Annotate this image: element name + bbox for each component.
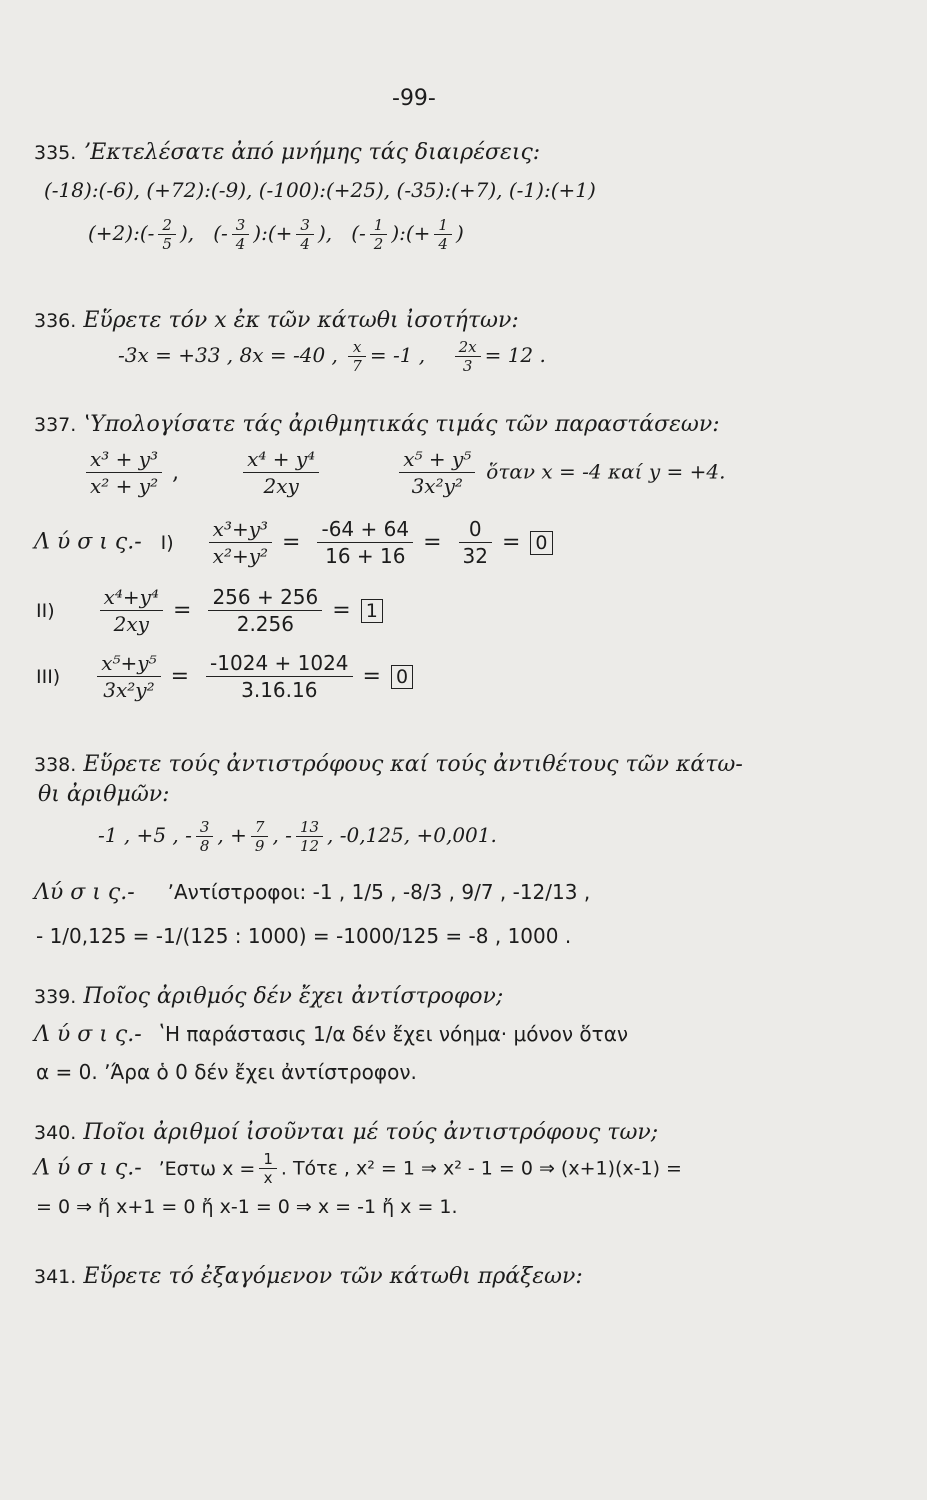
numbers-text: -1 , +5 , -	[98, 823, 192, 847]
exercise-label: 340.	[34, 1122, 77, 1144]
condition-text: ὅταν x = -4 καί y = +4.	[486, 459, 726, 484]
solution-label: Λ ύ σ ι ς.-	[34, 1022, 142, 1047]
exercise-label: 337.	[34, 414, 77, 436]
exercise-335-heading	[34, 140, 540, 165]
boxed-result: 0	[530, 531, 552, 555]
exercise-338-solution-2: - 1/0,125 = -1/(125 : 1000) = -1000/125 = -8 , 1000 .	[36, 924, 572, 948]
expr-text: (-	[213, 221, 228, 245]
fraction: $\frac{0}{32}$	[459, 516, 492, 569]
exercise-338-solution-1	[34, 880, 590, 905]
exercise-335-row2	[88, 216, 464, 253]
exercise-337-solution-3: III) $\frac{\text{x⁵+y⁵}}{\text{3x²y²}}$ = $\frac{-1024 + 1024}{3.16.16}$ = 0	[36, 650, 413, 703]
exercise-337-expressions: $\frac{\text{x³ + y³}}{\text{x² + y²}}$ , $\frac{\text{x⁴ + y⁴}}{2xy}$ $\frac{\text{x⁵ + y⁵}}{\text{3x²y²}}$ ὅταν x = -4 καί y = +4.	[82, 446, 725, 499]
exercise-338-numbers	[98, 818, 497, 855]
exercise-text: Εὕρετε τούς ἀντιστρόφους καί τούς ἀντιθέτους τῶν κάτω-	[83, 752, 743, 777]
roman-numeral: I)	[160, 531, 174, 554]
expr-text: ),	[179, 221, 195, 245]
exercise-340-solution-1	[34, 1150, 682, 1187]
equation-text: -3x = +33 , 8x = -40 ,	[118, 343, 338, 367]
exercise-340-solution-2: = 0 ⇒ ἤ x+1 = 0 ἤ x-1 = 0 ⇒ x = -1 ἤ x = 1.	[36, 1196, 458, 1218]
exercise-text: ʼΕκτελέσατε ἀπό μνήμης τάς διαιρέσεις:	[83, 140, 541, 165]
page-number: -99-	[392, 86, 436, 111]
exercise-label: 338.	[34, 754, 77, 776]
solution-text: . Τότε , x² = 1 ⇒ x² - 1 = 0 ⇒ (x+1)(x-1) =	[280, 1157, 682, 1180]
fraction: $\frac{256 + 256}{2.256}$	[208, 584, 322, 637]
fraction: $\frac{-1024 + 1024}{3.16.16}$	[206, 650, 353, 703]
solution-label: Λ ύ σ ι ς.-	[34, 1155, 142, 1181]
fraction: $\frac{2}{5}$	[158, 216, 176, 253]
fraction: $\frac{\text{x⁴ + y⁴}}{2xy}$	[243, 446, 319, 499]
fraction: $\frac{13}{12}$	[296, 818, 323, 855]
fraction: $\frac{1}{2}$	[370, 216, 388, 253]
boxed-result: 1	[361, 599, 383, 623]
solution-text: ʽΗ παράστασις 1/α δέν ἔχει νόημα· μόνον ὅταν	[158, 1022, 629, 1046]
solution-label: Λύ σ ι ς.-	[34, 880, 135, 905]
fraction: $\frac{3}{4}$	[232, 216, 250, 253]
expr-text: (-	[351, 221, 366, 245]
exercise-339-solution-2: α = 0. ʼΆρα ὁ 0 δέν ἔχει ἀντίστροφον.	[36, 1060, 417, 1084]
exercise-339-solution-1	[34, 1022, 628, 1047]
exercise-label: 339.	[34, 986, 77, 1008]
numbers-text: , -	[272, 823, 292, 847]
fraction: $\frac{x}{7}$	[348, 338, 366, 375]
fraction: $\frac{1}{x}$	[259, 1150, 277, 1187]
numbers-text: , -0,125, +0,001.	[327, 823, 497, 847]
roman-numeral: II)	[36, 599, 55, 622]
exercise-336-heading	[34, 308, 519, 333]
equation-text: = 12 .	[484, 343, 546, 367]
expr-text: ):(+	[391, 221, 431, 245]
fraction: $\frac{\text{x³ + y³}}{\text{x² + y²}}$	[86, 446, 162, 499]
exercise-337-solution-2: II) $\frac{\text{x⁴+y⁴}}{2xy}$ = $\frac{256 + 256}{2.256}$ = 1	[36, 584, 383, 637]
fraction: $\frac{-64 + 64}{16 + 16}$	[317, 516, 413, 569]
exercise-text: Ποῖοι ἀριθμοί ἰσοῦνται μέ τούς ἀντιστρόφους των;	[83, 1120, 659, 1145]
fraction: $\frac{\text{x⁴+y⁴}}{2xy}$	[100, 584, 163, 637]
exercise-label: 336.	[34, 310, 77, 332]
exercise-338-heading-cont: θι ἀριθμῶν:	[38, 782, 170, 807]
roman-numeral: III)	[36, 665, 61, 688]
expr-text: (+2):(-	[88, 221, 155, 245]
exercise-335-row1: (-18):(-6), (+72):(-9), (-100):(+25), (-35):(+7), (-1):(+1)	[44, 178, 596, 202]
expr-text: ):(+	[253, 221, 293, 245]
exercise-text: Εὕρετε τό ἐξαγόμενον τῶν κάτωθι πράξεων:	[83, 1264, 583, 1289]
exercise-339-heading	[34, 984, 503, 1009]
numbers-text: , +	[217, 823, 247, 847]
exercise-337-heading	[34, 412, 720, 437]
exercise-340-heading	[34, 1120, 658, 1145]
exercise-337-solution-1: Λ ύ σ ι ς.- I) $\frac{\text{x³+y³}}{\text{x²+y²}}$ = $\frac{-64 + 64}{16 + 16}$ = $\frac{0}{32}$ = 0	[34, 516, 553, 569]
solution-text: ʼΕστω x =	[158, 1157, 256, 1180]
fraction: $\frac{\text{x⁵ + y⁵}}{\text{3x²y²}}$	[399, 446, 475, 499]
expr-text: ),	[317, 221, 333, 245]
exercise-338-heading	[34, 752, 743, 777]
solution-label: Λ ύ σ ι ς.-	[34, 529, 142, 555]
fraction: $\frac{\text{x⁵+y⁵}}{\text{3x²y²}}$	[97, 650, 160, 703]
equation-text: = -1 ,	[369, 343, 426, 367]
exercise-label: 335.	[34, 142, 77, 164]
exercise-text: Εὕρετε τόν x ἐκ τῶν κάτωθι ἰσοτήτων:	[83, 308, 519, 333]
exercise-text: ʽΥπολογίσατε τάς ἀριθμητικάς τιμάς τῶν παραστάσεων:	[83, 412, 720, 437]
fraction: $\frac{3}{8}$	[196, 818, 214, 855]
boxed-result: 0	[391, 665, 413, 689]
exercise-label: 341.	[34, 1266, 77, 1288]
fraction: $\frac{3}{4}$	[296, 216, 314, 253]
fraction: $\frac{7}{9}$	[251, 818, 269, 855]
exercise-336-equations	[118, 338, 546, 375]
expr-text: )	[455, 221, 464, 245]
fraction: $\frac{2x}{3}$	[455, 338, 481, 375]
fraction: $\frac{1}{4}$	[434, 216, 452, 253]
exercise-341-heading	[34, 1264, 583, 1289]
solution-text: ʼΑντίστροφοι: -1 , 1/5 , -8/3 , 9/7 , -12/13 ,	[167, 880, 591, 904]
fraction: $\frac{\text{x³+y³}}{\text{x²+y²}}$	[209, 516, 272, 569]
exercise-text: Ποῖος ἀριθμός δέν ἔχει ἀντίστροφον;	[83, 984, 504, 1009]
